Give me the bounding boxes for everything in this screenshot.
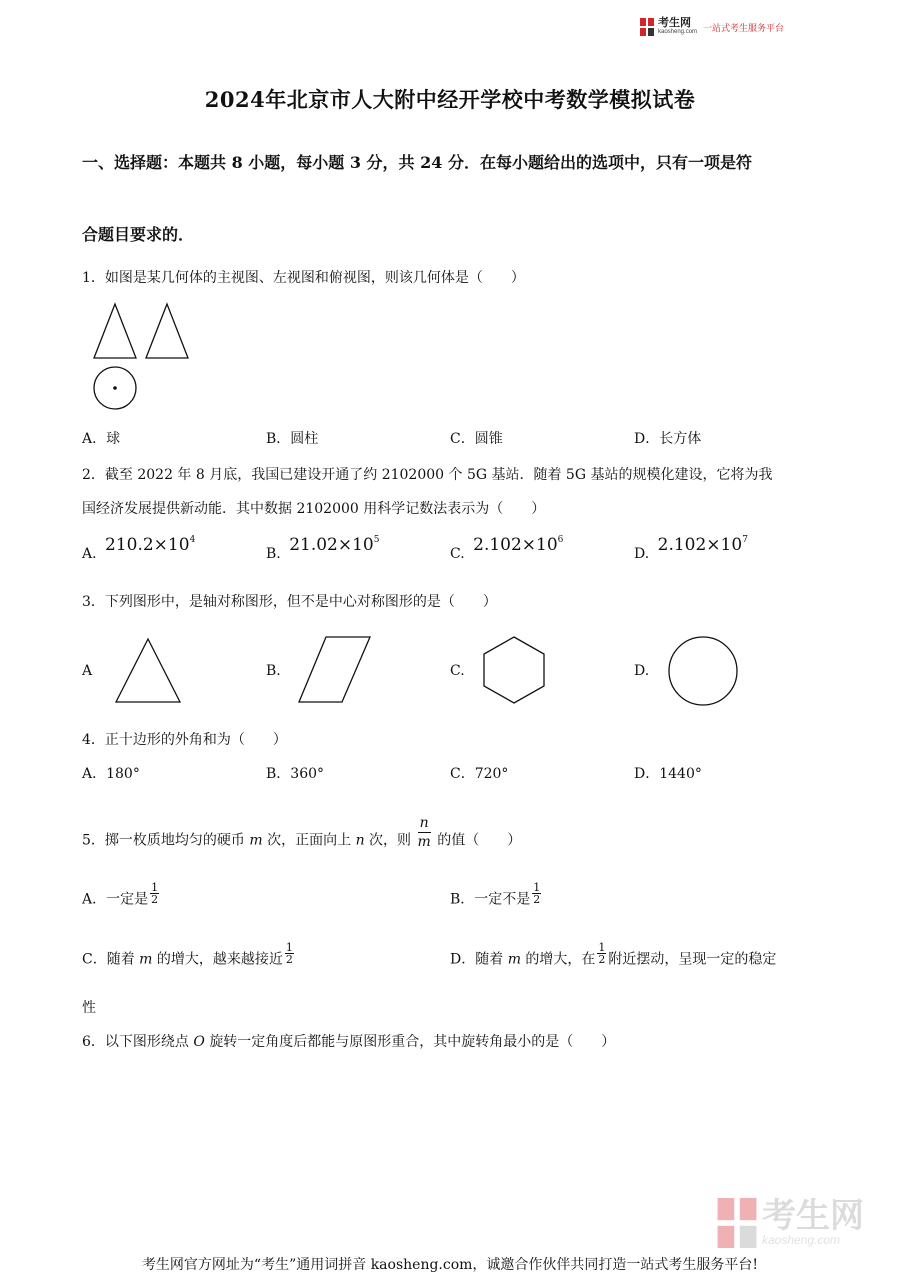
footer-text: 考生网官方网址为“考生”通用词拼音 kaosheng.com，诚邀合作伙伴共同打造一站式考生服务平台! [141, 1257, 759, 1273]
q5-option-b-text: B．一定不是 [450, 891, 531, 908]
q2-option-b-label: B. [266, 546, 281, 562]
q5-option-a[interactable] [82, 881, 161, 911]
q4-option-c[interactable]: C．720° [450, 766, 509, 782]
q4-option-b[interactable]: B．360° [266, 766, 325, 782]
q2-option-b-exp: 5 [373, 535, 380, 545]
frac-num: 1 [533, 881, 541, 894]
watermark [716, 1198, 864, 1248]
q1-option-d[interactable]: D．长方体 [634, 431, 702, 447]
q5-stem-b: 次，正面向上 [267, 832, 352, 849]
q5-option-a-half [150, 882, 159, 905]
frac-num: 1 [598, 941, 606, 954]
watermark-url: kaosheng.com [762, 1233, 841, 1247]
q4-stem: 4．正十边形的外角和为（ ） [82, 732, 287, 748]
q2-option-d-value [658, 535, 748, 555]
q2-option-c-exp: 6 [557, 535, 564, 545]
brand-slogan: 一站式考生服务平台 [703, 22, 785, 33]
frac-den: 2 [533, 893, 541, 906]
q3-option-a-triangle-figure[interactable] [112, 636, 184, 706]
q5-option-d-var-m: m [507, 951, 521, 968]
q2-option-c-label: C. [450, 546, 465, 562]
q2-option-a-label: A. [82, 546, 97, 562]
q1-side-view-triangle [146, 304, 188, 358]
q5-option-c[interactable] [82, 941, 296, 971]
q3-option-c-hexagon-figure[interactable] [480, 634, 550, 706]
q4-option-d[interactable]: D．1440° [634, 766, 702, 782]
q1-stem: 1．如图是某几何体的主视图、左视图和俯视图，则该几何体是（ ） [82, 270, 525, 286]
q2-option-b-value [289, 535, 379, 555]
q6-stem [82, 1032, 615, 1052]
q2-option-b-base: 21.02×10 [289, 535, 374, 555]
frac-den: 2 [598, 953, 606, 966]
q3-option-b-parallelogram-figure[interactable] [296, 634, 374, 706]
q3-option-b-label[interactable]: B. [266, 663, 281, 679]
q2-option-d[interactable] [634, 535, 748, 564]
q2-option-d-base: 2.102×10 [657, 535, 743, 555]
q2-option-a-base: 210.2×10 [105, 535, 190, 555]
q1-option-c[interactable]: C．圆锥 [450, 431, 503, 447]
q5-frac-num: n [418, 814, 431, 833]
q6-var-o: O [193, 1034, 205, 1050]
q5-option-c-half [285, 942, 294, 965]
q2-option-d-label: D. [634, 546, 650, 562]
brand-text [658, 18, 697, 36]
q4-option-a[interactable]: A．180° [82, 766, 140, 782]
section-heading-line1: 一、选择题：本题共 8 小题，每小题 3 分，共 24 分．在每小题给出的选项中，只有一项是符 [82, 153, 752, 172]
q2-stem-line2: 国经济发展提供新动能．其中数据 2102000 用科学记数法表示为（ ） [82, 501, 546, 517]
q5-option-d[interactable] [450, 941, 777, 971]
q5-fraction-n-over-m [418, 814, 431, 851]
q3-option-d-label[interactable]: D. [634, 663, 650, 679]
q5-stem-a: 5．掷一枚质地均匀的硬币 [82, 832, 245, 849]
q1-top-view-center-dot [113, 386, 117, 390]
q2-stem-line1: 2．截至 2022 年 8 月底，我国已建设开通了约 2102000 个 5G 基站．随着 5G 基站的规模化建设，它将为我 [82, 467, 773, 483]
q5-frac-den: m [417, 834, 431, 850]
q2-option-a-value [105, 535, 195, 555]
q1-three-views-figure [88, 300, 198, 415]
q1-front-view-triangle [94, 304, 136, 358]
q3-stem: 3．下列图形中，是轴对称图形，但不是中心对称图形的是（ ） [82, 594, 497, 610]
q5-option-c-text-a: C．随着 [82, 951, 135, 968]
q5-stem-c: 次，则 [369, 832, 412, 849]
watermark-logo-icon [716, 1198, 758, 1248]
frac-num: 1 [285, 941, 293, 954]
q5-option-b-half [532, 882, 541, 905]
q5-option-d-text-b: 的增大，在 [525, 951, 596, 968]
q5-option-a-text: A．一定是 [82, 891, 149, 908]
q2-option-c-base: 2.102×10 [473, 535, 558, 555]
q3-option-c-label[interactable]: C. [450, 663, 465, 679]
q5-option-d-text-a: D．随着 [450, 951, 504, 968]
q5-option-d-text-c: 附近摆动，呈现一定的稳定 [608, 951, 777, 968]
q2-option-a[interactable] [82, 535, 196, 564]
watermark-name: 考生网 [762, 1197, 864, 1235]
frac-num: 1 [151, 881, 159, 894]
q5-option-c-text-b: 的增大，越来越接近 [156, 951, 283, 968]
q6-stem-a: 6．以下图形绕点 [82, 1034, 189, 1050]
page-title: 2024年北京市人大附中经开学校中考数学模拟试卷 [204, 87, 696, 112]
q2-option-b[interactable] [266, 535, 380, 564]
brand-name: 考生网 [658, 17, 691, 29]
kaosheng-logo-icon [640, 18, 654, 36]
q5-var-m: m [249, 832, 263, 849]
q1-option-b[interactable]: B．圆柱 [266, 431, 319, 447]
q5-option-d-continuation: 性 [82, 1000, 96, 1016]
brand-url: kaosheng.com [658, 29, 698, 35]
q2-option-c[interactable] [450, 535, 564, 564]
q3-option-d-circle-figure[interactable] [666, 634, 740, 708]
q2-option-c-value [473, 535, 563, 555]
section-heading-line2: 合题目要求的． [82, 225, 195, 244]
q5-var-n: n [355, 832, 365, 849]
brand-header [640, 18, 784, 36]
frac-den: 2 [285, 953, 293, 966]
q5-stem-d: 的值（ ） [437, 832, 522, 849]
frac-den: 2 [151, 893, 159, 906]
q2-option-a-exp: 4 [189, 535, 196, 545]
q1-option-a[interactable]: A．球 [82, 431, 121, 447]
watermark-text [762, 1199, 864, 1247]
q5-option-d-half [597, 942, 606, 965]
q5-stem [82, 815, 522, 859]
q5-option-b[interactable] [450, 881, 543, 911]
q2-option-d-exp: 7 [742, 535, 748, 545]
q3-option-a-label[interactable]: A [82, 663, 93, 679]
q5-option-c-var-m: m [139, 951, 153, 968]
q6-stem-b: 旋转一定角度后都能与原图形重合，其中旋转角最小的是（ ） [209, 1034, 616, 1050]
